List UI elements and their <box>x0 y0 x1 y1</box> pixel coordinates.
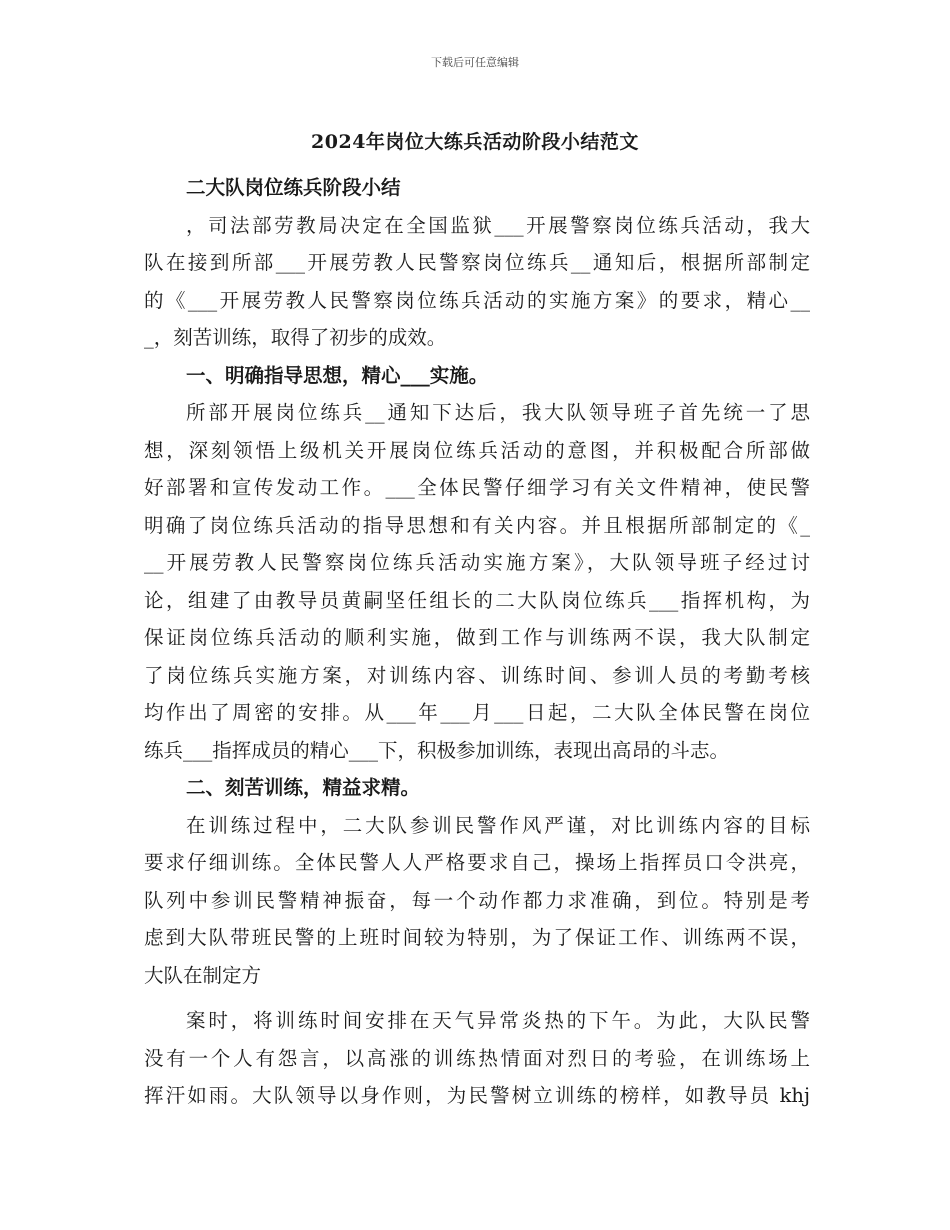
section-heading: 一、明确指导思想，精心___实施。 <box>186 363 489 387</box>
text-line: _，刻苦训练，取得了初步的成效。 <box>144 326 447 349</box>
text-line: 想，深刻领悟上级机关开展岗位练兵活动的意图，并积极配合所部做 <box>144 438 810 462</box>
text-line: 要求仔细训练。全体民警人人严格要求自己，操场上指挥员口令洪亮， <box>144 851 810 874</box>
text-line: 好部署和宣传发动工作。___全体民警仔细学习有关文件精神，使民警 <box>144 476 810 499</box>
text-line: 队列中参训民警精神振奋，每一个动作都力求准确，到位。特别是考 <box>144 888 810 912</box>
section-heading: 二、刻苦训练，精益求精。 <box>186 776 421 799</box>
section-heading: 二大队岗位练兵阶段小结 <box>186 176 401 199</box>
text-line: 虑到大队带班民警的上班时间较为特别，为了保证工作、训练两不误， <box>144 926 810 949</box>
header-note: 下载后可任意编辑 <box>431 56 519 69</box>
text-line: __开展劳教人民警察岗位练兵活动实施方案》，大队领导班子经过讨 <box>144 551 810 574</box>
text-line: 队在接到所部___开展劳教人民警察岗位练兵__通知后，根据所部制定 <box>144 251 810 274</box>
text-line: 保证岗位练兵活动的顺利实施，做到工作与训练两不误，我大队制定 <box>144 626 810 649</box>
document-body <box>144 169 810 1115</box>
text-line: 论，组建了由教导员黄嗣坚任组长的二大队岗位练兵___指挥机构，为 <box>144 588 810 612</box>
text-line: 大队在制定方 <box>144 963 262 987</box>
text-line: 挥汗如雨。大队领导以身作则，为民警树立训练的榜样，如教导员 khj <box>144 1084 810 1107</box>
text-line: 案时，将训练时间安排在天气异常炎热的下午。为此，大队民警 <box>186 1009 810 1032</box>
text-line: 的《___开展劳教人民警察岗位练兵活动的实施方案》的要求，精心__ <box>144 288 810 312</box>
text-line: 了岗位练兵实施方案，对训练内容、训练时间、参训人员的考勤考核 <box>144 663 810 687</box>
text-line: 明确了岗位练兵活动的指导思想和有关内容。并且根据所部制定的《_ <box>144 513 810 537</box>
text-line: 没有一个人有怨言，以高涨的训练热情面对烈日的考验，在训练场上 <box>144 1046 810 1070</box>
text-line: 在训练过程中，二大队参训民警作风严谨，对比训练内容的目标 <box>186 813 810 837</box>
document-title: 2024年岗位大练兵活动阶段小结范文 <box>311 131 639 153</box>
text-line: 所部开展岗位练兵__通知下达后，我大队领导班子首先统一了思 <box>186 401 810 424</box>
text-line: 均作出了周密的安排。从___年___月___日起，二大队全体民警在岗位 <box>144 701 810 724</box>
text-line: ，司法部劳教局决定在全国监狱___开展警察岗位练兵活动，我大 <box>186 213 810 237</box>
text-line: 练兵___指挥成员的精心___下，积极参加训练，表现出高昂的斗志。 <box>144 738 730 762</box>
